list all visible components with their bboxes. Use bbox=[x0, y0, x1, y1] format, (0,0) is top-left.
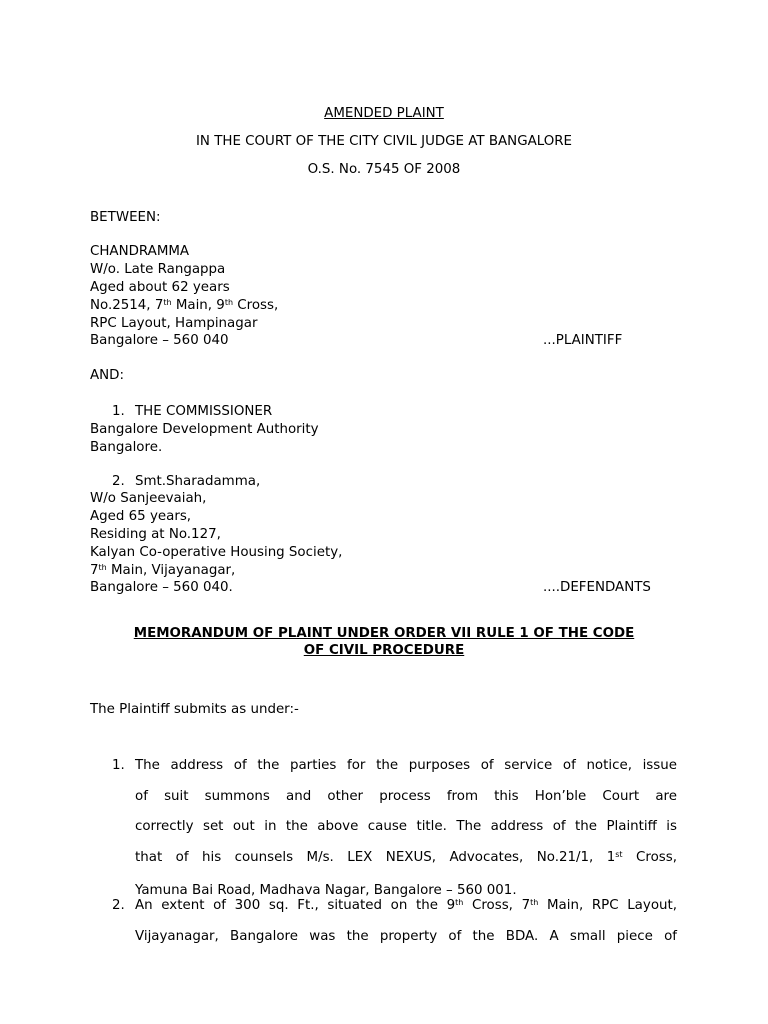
plaintiff-address-line3: Bangalore – 560 040 bbox=[90, 333, 229, 348]
paragraph-1-line: of suit summons and other process from this Hon’ble Court are bbox=[135, 788, 677, 804]
paragraph-2 bbox=[135, 891, 677, 952]
case-number: O.S. No. 7545 OF 2008 bbox=[307, 162, 461, 177]
paragraph-1-line: Yamuna Bai Road, Madhava Nagar, Bangalore – 560 001. bbox=[135, 883, 517, 898]
paragraph-1-line: The address of the parties for the purposes of service of notice, issue bbox=[135, 758, 677, 773]
memorandum-heading-line2: OF CIVIL PROCEDURE bbox=[303, 643, 465, 658]
defendant2-name: 2. Smt.Sharadamma, bbox=[112, 474, 261, 489]
plaintiff-name: CHANDRAMMA bbox=[90, 244, 190, 259]
defendant1-city: Bangalore. bbox=[90, 440, 163, 455]
paragraph-1-number: 1. bbox=[112, 758, 125, 773]
document-title: AMENDED PLAINT bbox=[324, 106, 444, 121]
paragraph-2-line: Vijayanagar, Bangalore was the property of the BDA. A small piece of bbox=[135, 928, 677, 944]
defendant1-org: Bangalore Development Authority bbox=[90, 422, 319, 437]
defendants-role: ....DEFENDANTS bbox=[543, 580, 651, 595]
intro-text: The Plaintiff submits as under:- bbox=[90, 702, 299, 717]
paragraph-1-line: that of his counsels M/s. LEX NEXUS, Advocates, No.21/1, 1st Cross, bbox=[135, 849, 677, 865]
plaintiff-address-line1: No.2514, 7th Main, 9th Cross, bbox=[90, 298, 279, 313]
defendant2-society: Kalyan Co-operative Housing Society, bbox=[90, 545, 343, 560]
paragraph-1 bbox=[135, 751, 677, 901]
defendant2-relation: W/o Sanjeevaiah, bbox=[90, 491, 207, 506]
plaintiff-relation: W/o. Late Rangappa bbox=[90, 262, 226, 277]
defendant2-city: Bangalore – 560 040. bbox=[90, 580, 233, 595]
defendant2-street: 7th Main, Vijayanagar, bbox=[90, 563, 236, 578]
plaintiff-address-line2: RPC Layout, Hampinagar bbox=[90, 316, 258, 331]
defendant1-name: 1. THE COMMISSIONER bbox=[112, 404, 273, 419]
defendant2-age: Aged 65 years, bbox=[90, 509, 192, 524]
paragraph-2-number: 2. bbox=[112, 898, 125, 913]
and-label: AND: bbox=[90, 368, 124, 383]
court-heading: IN THE COURT OF THE CITY CIVIL JUDGE AT BANGALORE bbox=[195, 134, 573, 149]
plaintiff-role: ...PLAINTIFF bbox=[543, 333, 623, 348]
plaintiff-age: Aged about 62 years bbox=[90, 280, 230, 295]
paragraph-2-line: An extent of 300 sq. Ft., situated on the 9th Cross, 7th Main, RPC Layout, bbox=[135, 898, 678, 913]
memorandum-heading-line1: MEMORANDUM OF PLAINT UNDER ORDER VII RULE 1 OF THE CODE bbox=[133, 626, 635, 641]
paragraph-1-line: correctly set out in the above cause title. The address of the Plaintiff is bbox=[135, 819, 677, 834]
between-label: BETWEEN: bbox=[90, 210, 161, 225]
defendant2-residing: Residing at No.127, bbox=[90, 527, 221, 542]
